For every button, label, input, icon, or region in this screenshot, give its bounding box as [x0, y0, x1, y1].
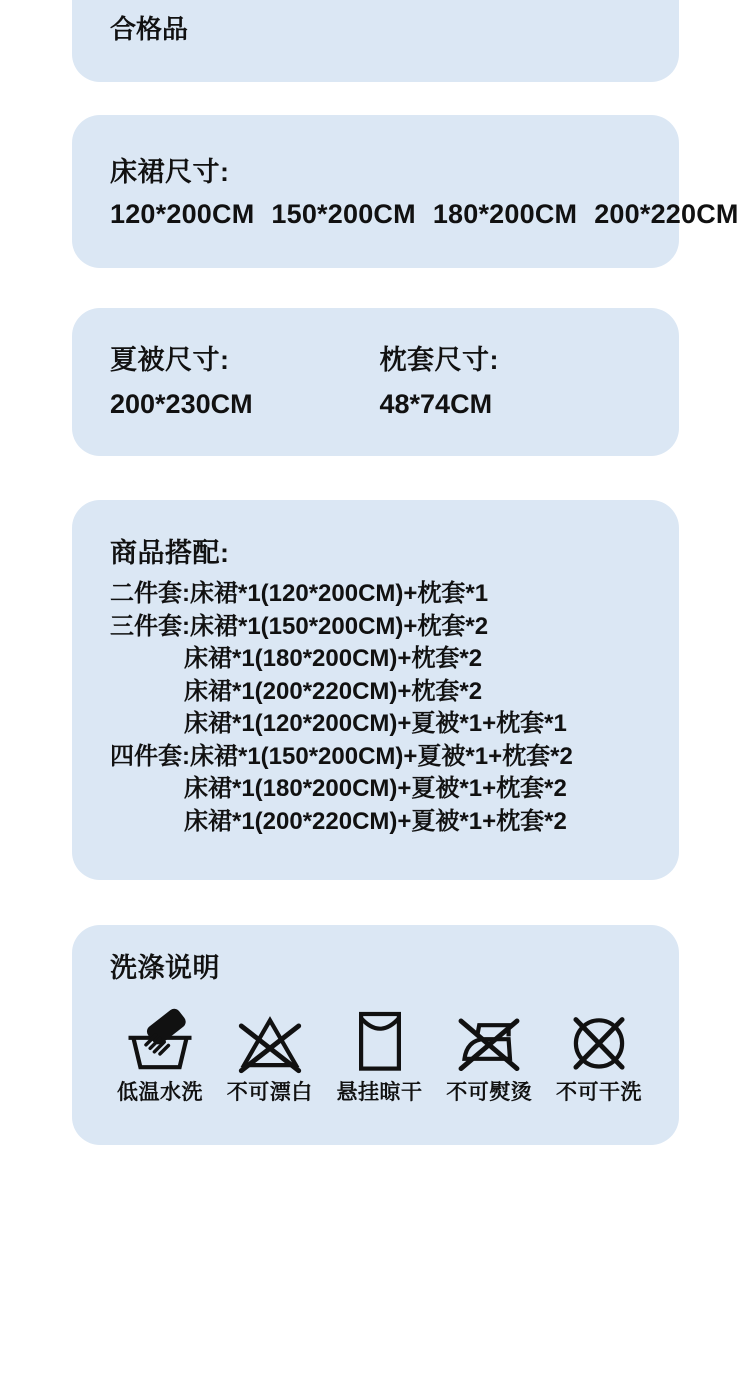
combo-body: 床裙*1(120*200CM)+枕套*1: [190, 580, 489, 607]
combo-prefix: [110, 806, 184, 839]
no-dry-clean-icon: [562, 1007, 636, 1077]
combo-body: 床裙*1(180*200CM)+夏被*1+枕套*2: [184, 775, 567, 802]
combo-prefix: [110, 643, 184, 676]
combo-line: [110, 643, 649, 676]
combo-title: 商品搭配:: [110, 538, 230, 568]
combo-card: [72, 500, 679, 880]
bedskirt-size-value: 120*200CM: [110, 199, 255, 229]
washing-item-label: 不可熨烫: [446, 1081, 533, 1104]
bedskirt-size-value: 180*200CM: [432, 199, 578, 229]
combo-prefix: 四件套:: [110, 742, 190, 770]
combo-prefix: 二件套:: [110, 580, 190, 607]
combo-body: 床裙*1(120*200CM)+夏被*1+枕套*1: [184, 710, 567, 737]
hang-dry-icon: [343, 1007, 417, 1077]
quilt-size-value: 200*230CM: [110, 389, 253, 419]
washing-icon-row: [110, 1007, 649, 1104]
bedskirt-size-title: 床裙尺寸:: [110, 157, 230, 187]
combo-line: [110, 773, 649, 806]
combo-line: [110, 806, 649, 839]
pillow-size-value: 48*74CM: [379, 389, 493, 419]
combo-body: 床裙*1(200*220CM)+枕套*2: [184, 677, 483, 705]
quilt-size-title: 夏被尺寸:: [110, 345, 230, 375]
no-iron-icon: [452, 1007, 526, 1077]
qualification-text: 合格品: [110, 14, 189, 44]
pillow-size-column: [380, 343, 650, 456]
washing-item: [551, 1007, 647, 1104]
hand-wash-icon: [123, 1007, 197, 1077]
bedskirt-size-value: 150*200CM: [271, 199, 416, 229]
combo-prefix: [110, 676, 184, 709]
washing-card: [72, 925, 679, 1145]
quilt-pillow-size-card: [72, 308, 679, 456]
combo-line: [110, 676, 649, 709]
washing-item-label: 不可干洗: [556, 1081, 642, 1104]
combo-prefix: [110, 773, 184, 806]
combo-body: 床裙*1(200*220CM)+夏被*1+枕套*2: [184, 807, 567, 835]
pillow-size-title: 枕套尺寸:: [379, 345, 499, 375]
combo-line: [110, 708, 649, 741]
combo-body: 床裙*1(180*200CM)+枕套*2: [184, 645, 483, 672]
bedskirt-size-card: [72, 115, 739, 268]
bedskirt-size-list: [110, 199, 739, 229]
combo-line: [110, 578, 649, 611]
combo-line: [110, 611, 649, 644]
washing-title: 洗涤说明: [110, 953, 220, 983]
washing-item-label: 悬挂晾干: [336, 1081, 423, 1104]
washing-item: [332, 1007, 428, 1104]
combo-prefix: 三件套:: [110, 612, 190, 640]
bedskirt-size-value: 200*220CM: [594, 199, 739, 229]
combo-body: 床裙*1(150*200CM)+枕套*2: [190, 612, 489, 640]
washing-item: [441, 1007, 537, 1104]
combo-list: [110, 578, 649, 838]
washing-item-label: 低温水洗: [117, 1081, 203, 1104]
combo-body: 床裙*1(150*200CM)+夏被*1+枕套*2: [190, 742, 573, 770]
quilt-size-column: [110, 343, 380, 456]
combo-prefix: [110, 708, 184, 741]
washing-item: [112, 1007, 208, 1104]
combo-line: [110, 741, 649, 774]
no-bleach-icon: [233, 1007, 307, 1077]
washing-item: [222, 1007, 318, 1104]
qualification-card: [72, 0, 679, 82]
washing-item-label: 不可漂白: [226, 1081, 313, 1104]
